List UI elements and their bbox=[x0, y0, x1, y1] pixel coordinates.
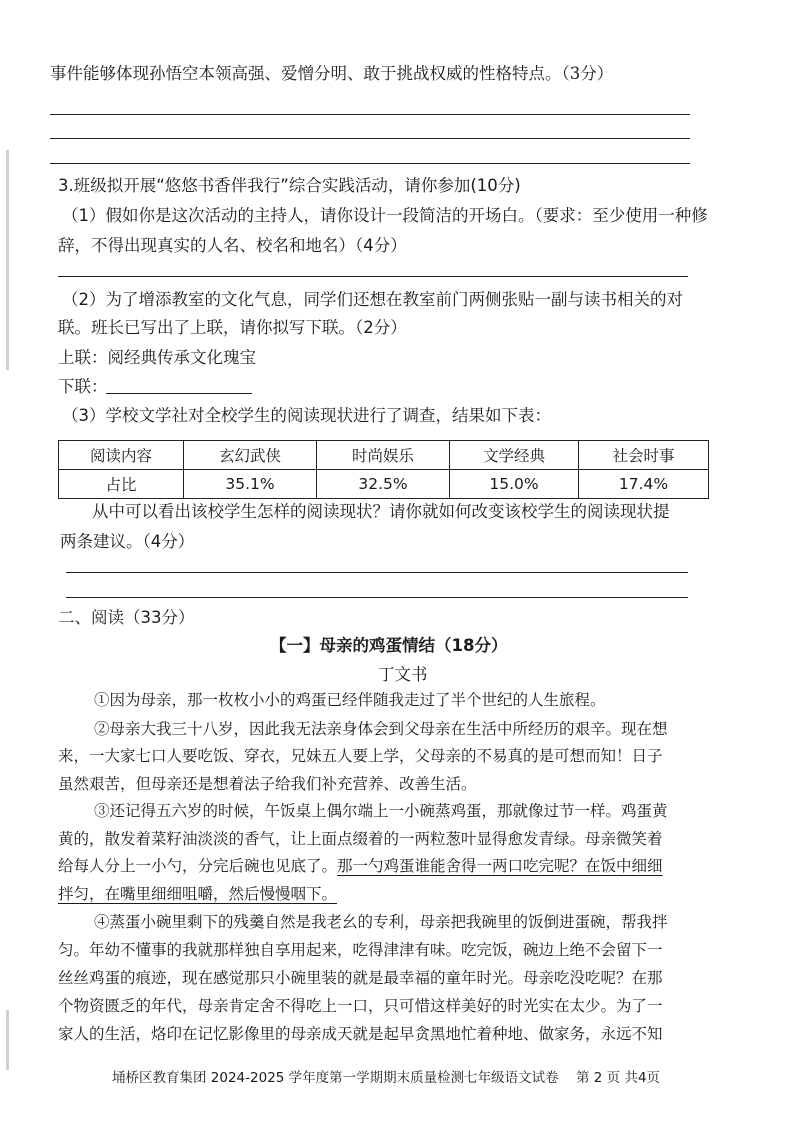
table-cell: 15.0% bbox=[450, 470, 579, 499]
underlined-sentence: 那一勺鸡蛋谁能舍得一两口吃完呢？在饭中细细 bbox=[337, 857, 663, 875]
question-3-3-question: 从中可以看出该校学生怎样的阅读现状？请你就如何改变该校学生的阅读现状提 bbox=[92, 502, 670, 521]
paragraph-3 bbox=[58, 856, 663, 876]
question-3-2-text: （2）为了增添教室的文化气息，同学们还想在教室前门两侧张贴一副与读书相关的对 bbox=[62, 290, 683, 309]
table-header-row bbox=[59, 441, 709, 470]
table-header-cell: 阅读内容 bbox=[59, 441, 184, 470]
lower-couplet-label: 下联： bbox=[58, 377, 108, 396]
paragraph-4: 家人的生活，烙印在记忆影像里的母亲成天就是起早贪黑地忙着种地、做家务，永远不知 bbox=[58, 1025, 663, 1043]
question-tail: 事件能够体现孙悟空本领高强、爱憎分明、敢于挑战权威的性格特点。（3分） bbox=[50, 64, 614, 83]
question-3-1-text: （1）假如你是这次活动的主持人，请你设计一段简洁的开场白。（要求：至少使用一种修 bbox=[62, 206, 708, 225]
table-header-cell: 文学经典 bbox=[450, 441, 579, 470]
paragraph-4: 个物资匮乏的年代，母亲肯定舍不得吃上一口，只可惜这样美好的时光实在太少。为了一 bbox=[58, 997, 663, 1015]
paragraph-4: 匀。年幼不懂事的我就那样独自享用起来，吃得津津有味。吃完饭，碗边上绝不会留下一 bbox=[58, 941, 663, 959]
question-3-3-text: （3）学校文学社对全校学生的阅读现状进行了调查，结果如下表： bbox=[62, 406, 551, 425]
paragraph-3-text: 给每人分上一小勺，分完后碗也见底了。 bbox=[58, 857, 338, 875]
answer-line bbox=[66, 597, 688, 598]
scan-edge bbox=[6, 150, 9, 370]
paragraph-1: ①因为母亲，那一枚枚小小的鸡蛋已经伴随我走过了半个世纪的人生旅程。 bbox=[94, 691, 606, 709]
footer-exam-title: 埇桥区教育集团 2024-2025 学年度第一学期期末质量检测七年级语文试卷 bbox=[112, 1070, 559, 1086]
table-header-cell: 时尚娱乐 bbox=[317, 441, 450, 470]
footer-page-number: 第 2 页 共4页 bbox=[576, 1070, 661, 1086]
table-header-cell: 玄幻武侠 bbox=[184, 441, 317, 470]
question-3-3-question: 两条建议。（4分） bbox=[60, 532, 195, 551]
paragraph-4: 丝丝鸡蛋的痕迹，现在感觉那只小碗里装的就是最幸福的童年时光。母亲吃没吃呢？在那 bbox=[58, 969, 663, 987]
answer-line bbox=[66, 572, 688, 573]
question-3-1-text: 辞，不得出现真实的人名、校名和地名）（4分） bbox=[58, 236, 407, 255]
scan-edge bbox=[6, 1010, 9, 1070]
answer-line bbox=[50, 163, 690, 164]
lower-couplet-blank bbox=[106, 393, 252, 394]
underlined-sentence: 拌匀，在嘴里细细咀嚼，然后慢慢咽下。 bbox=[58, 885, 338, 903]
upper-couplet: 上联：阅经典传承文化瑰宝 bbox=[58, 348, 256, 367]
table-header-cell: 社会时事 bbox=[579, 441, 709, 470]
paragraph-3: ③还记得五六岁的时候，午饭桌上偶尔端上一小碗蒸鸡蛋，那就像过节一样。鸡蛋黄 bbox=[94, 802, 668, 820]
table-cell: 35.1% bbox=[184, 470, 317, 499]
paragraph-4: ④蒸蛋小碗里剩下的残羹自然是我老幺的专利，母亲把我碗里的饭倒进蛋碗，帮我拌 bbox=[94, 913, 668, 931]
paragraph-2: 虽然艰苦，但母亲还是想着法子给我们补充营养、改善生活。 bbox=[58, 775, 477, 793]
survey-table bbox=[58, 440, 709, 499]
question-3-title: 3.班级拟开展“悠悠书香伴我行”综合实践活动，请你参加(10分) bbox=[58, 176, 521, 195]
article-author: 丁文书 bbox=[378, 665, 428, 684]
article-title: 【一】母亲的鸡蛋情结（18分） bbox=[270, 636, 508, 655]
question-3-2-text: 联。班长已写出了上联，请你拟写下联。（2分） bbox=[58, 318, 407, 337]
paragraph-2: 来，一大家七口人要吃饭、穿衣，兄妹五人要上学，父母亲的不易真的是可想而知！日子 bbox=[58, 747, 663, 765]
table-row bbox=[59, 470, 709, 499]
table-cell: 32.5% bbox=[317, 470, 450, 499]
paragraph-3: 黄的，散发着菜籽油淡淡的香气，让上面点缀着的一两粒葱叶显得愈发青绿。母亲微笑着 bbox=[58, 830, 663, 848]
answer-line bbox=[58, 276, 688, 277]
section-title: 二、阅读（33分） bbox=[58, 608, 195, 627]
table-cell: 17.4% bbox=[579, 470, 709, 499]
table-row-label: 占比 bbox=[59, 470, 184, 499]
answer-line bbox=[50, 138, 690, 139]
answer-line bbox=[50, 114, 690, 115]
paragraph-2: ②母亲大我三十八岁，因此我无法亲身体会到父母亲在生活中所经历的艰辛。现在想 bbox=[94, 720, 668, 738]
